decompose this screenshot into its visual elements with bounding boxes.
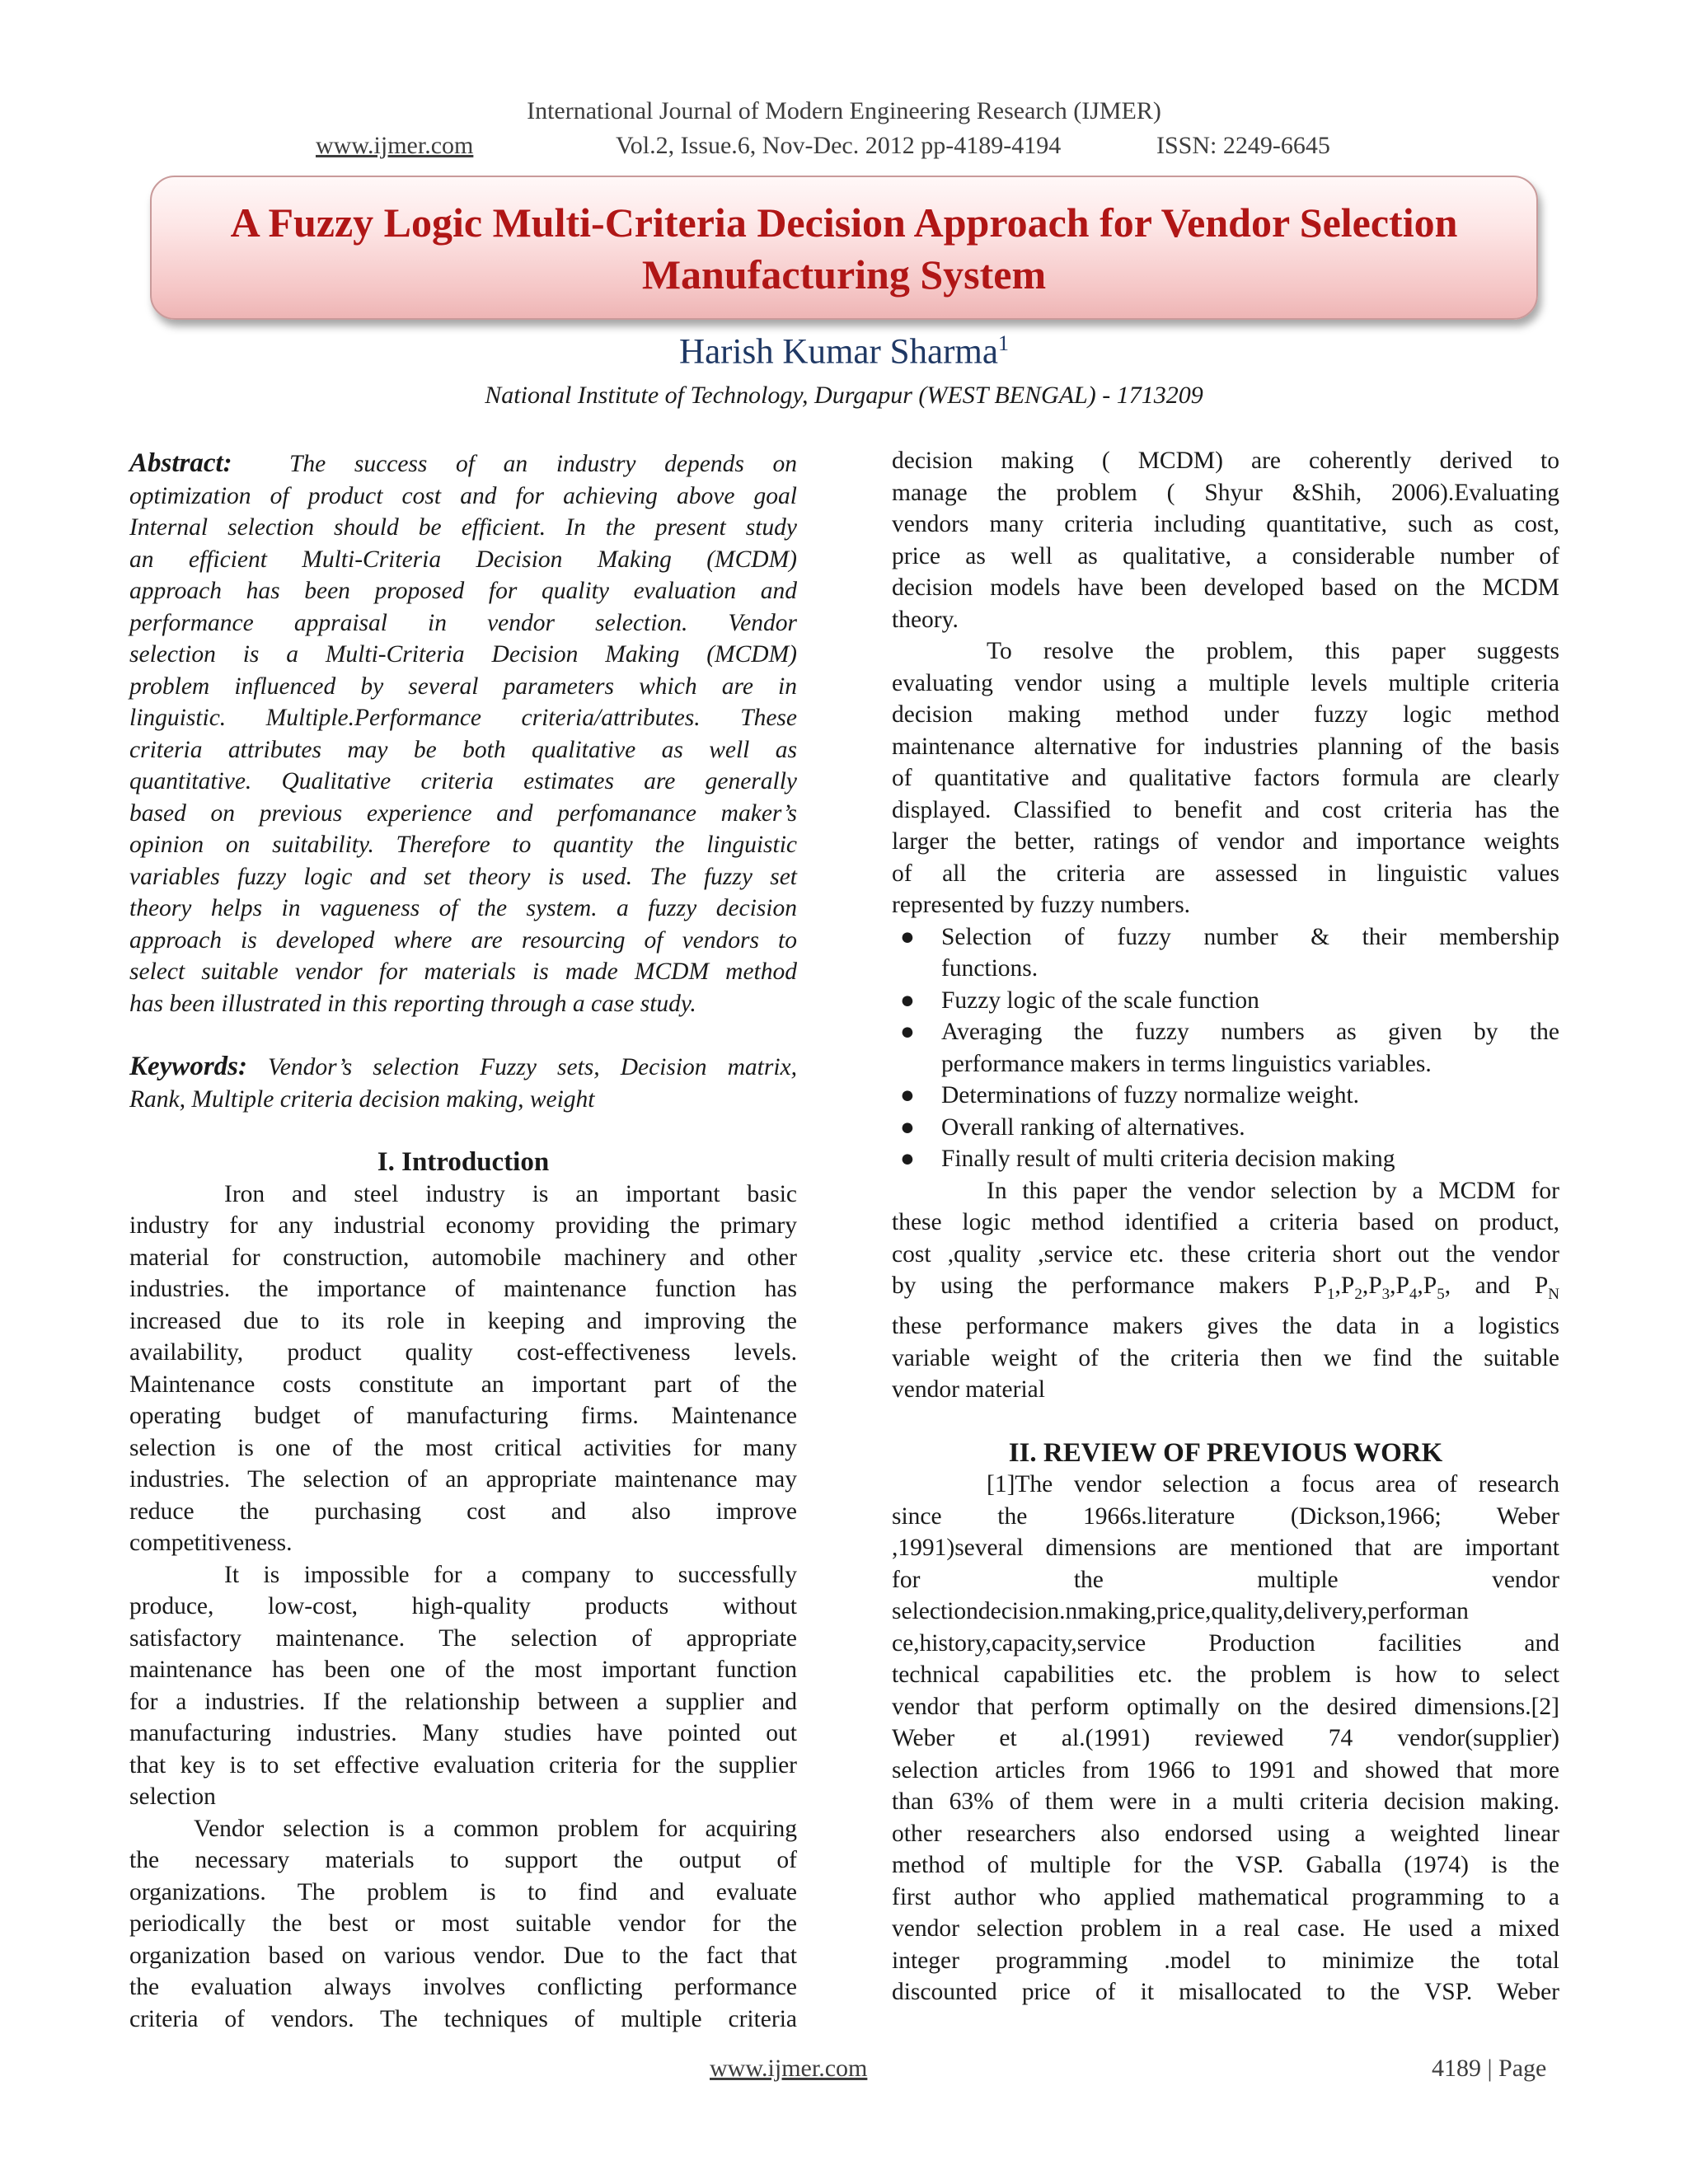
bullet-icon: ● (900, 923, 915, 950)
list-item: ● Determinations of fuzzy normalize weight. (892, 1080, 1559, 1112)
abstract-line: performance appraisal in vendor selection. Vendor (129, 609, 797, 636)
keywords: Keywords: Vendor’s selection Fuzzy sets, Decision matrix, Rank, Multiple criteria decision making, weight (129, 1051, 797, 1115)
abstract-line: Internal selection should be efficient. In the present study (129, 514, 797, 541)
section-heading-review: II. REVIEW OF PREVIOUS WORK (1008, 1437, 1443, 1468)
abstract-line: opinion on suitability. Therefore to quantity the linguistic (129, 832, 797, 858)
bullet-list (892, 921, 1559, 1175)
right-paragraph-3: In this paper the vendor selection by a MCDM for these logic method identified a criteria based on product, cost ,quality ,service etc. these criteria short out the vendor by using the performance makers $P_1,P_2,P_3,P_4,P_5$, and $P_N$ these performance makers gives the data in a logistics variable weight of the criteria then we find the suitable vendor material (892, 1177, 1559, 1404)
journal-url-link[interactable]: www.ijmer.com (316, 132, 474, 159)
right-column (892, 445, 1559, 2008)
journal-volume: Vol.2, Issue.6, Nov-Dec. 2012 pp-4189-4194 (616, 132, 1062, 159)
footer-url-link[interactable]: www.ijmer.com (710, 2055, 868, 2082)
abstract-line: optimization of product cost and for achieving above goal (129, 482, 797, 509)
affiliation: National Institute of Technology, Durgapur (WEST BENGAL) - 1713209 (485, 382, 1203, 409)
abstract-line: selection is a Multi-Criteria Decision Making (MCDM) (129, 641, 797, 668)
bullet-icon: ● (900, 1113, 915, 1141)
abstract-line: approach is developed where are resourcing of vendors to (129, 926, 797, 954)
review-paragraph: [1]The vendor selection a focus area of research since the 1966s.literature (Dickson,1966; Weber ,1991)several dimensions are mentioned that are important for the multiple vendor selectiondecision.nmaking,price,quality,delivery,performan ce,history,capacity,service Production facilities and technical capabilities etc. the problem is how to select vendor that perform optimally on the desired dimensions.[2] Weber et al.(1991) reviewed 74 vendor(supplier) selection articles from 1966 to 1991 and showed that more than 63% of them were in a multi criteria decision making. other researchers also endorsed using a weighted linear method of multiple for the VSP. Gaballa (1974) is the first author who applied mathematical programming to a vendor selection problem in a real case. He used a mixed integer programming .model to minimize the total discounted price of it misallocated to the VSP. Weber (892, 1471, 1559, 2006)
bullet-icon: ● (900, 1019, 915, 1045)
abstract-line: theory helps in vagueness of the system. a fuzzy decision (129, 895, 797, 921)
paper-title-line-2: Manufacturing System (641, 251, 1047, 298)
section-heading-introduction: I. Introduction (377, 1147, 550, 1177)
intro-paragraph-1: Iron and steel industry is an important basic industry for any industrial economy providing the primary material for construction, automobile machinery and other industries. the importance of maintenance function has increased due to its role in keeping and improving the availability, product quality cost-effectiveness levels. Maintenance costs constitute an important part of the operating budget of manufacturing firms. Maintenance selection is one of the most critical activities for many industries. The selection of an appropriate maintenance may reduce the purchasing cost and also improve competitiveness. (129, 1180, 797, 1556)
right-paragraph-2: To resolve the problem, this paper suggests evaluating vendor using a multiple levels multiple criteria decision making method under fuzzy logic method maintenance alternative for industries planning of the basis of quantitative and qualitative factors formula are clearly displayed. Classified to benefit and cost criteria has the larger the better, ratings of vendor and importance weights of all the criteria are assessed in linguistic values represented by fuzzy numbers. (892, 638, 1559, 918)
abstract: Abstract: The success of an industry depends on optimization of product cost and for achieving above goal Internal selection should be efficient. In the present study an efficient Multi-Criteria Decision Making (MCDM) approach has been proposed for quality evaluation and performance appraisal in vendor selection. Vendor selection is a Multi-Criteria Decision Making (MCDM) problem influenced by several parameters which are in linguistic. Multiple.Performance criteria/attributes. These criteria attributes may be both qualitative as well as quantitative. Qualitative criteria estimates are generally based on previous experience and perfomanance maker’s opinion on suitability. Therefore to quantity the linguistic variables fuzzy logic and set theory is used. The fuzzy set theory helps in vagueness of the system. a fuzzy decision approach is developed where are resourcing of vendors to select suitable vendor for materials is made MCDM method has been illustrated in this reporting through a case study. (129, 448, 797, 1019)
bullet-icon: ● (900, 1082, 915, 1108)
abstract-line: quantitative. Qualitative criteria estimates are generally (129, 768, 797, 794)
author-name: Harish Kumar Sharma (679, 332, 998, 372)
intro-paragraph-2: It is impossible for a company to successfully produce, low-cost, high-quality products without satisfactory maintenance. The selection of appropriate maintenance has been one of the most important function for a industries. If the relationship between a supplier and manufacturing industries. Many studies have pointed out that key is to set effective evaluation criteria for the supplier selection (129, 1561, 797, 1810)
abstract-line: linguistic. Multiple.Performance criteria/attributes. These (129, 705, 797, 731)
title-box (150, 176, 1538, 320)
list-item: ● Finally result of multi criteria decision making (892, 1143, 1559, 1175)
list-item: ● Averaging the fuzzy numbers as given by the performance makers in terms linguistics variables. (892, 1016, 1559, 1080)
list-item: ● Fuzzy logic of the scale function (892, 985, 1559, 1017)
abstract-line: an efficient Multi-Criteria Decision Making (MCDM) (129, 546, 797, 573)
author-affiliation-mark: 1 (997, 331, 1009, 355)
list-item: ● Selection of fuzzy number & their membership functions. (892, 921, 1559, 985)
author (0, 331, 1688, 372)
abstract-line: problem influenced by several parameters which are in (129, 673, 797, 700)
abstract-line: select suitable vendor for materials is made MCDM method (129, 958, 797, 985)
left-column (129, 448, 797, 2035)
abstract-label: Abstract: (129, 448, 232, 478)
paper-title-line-1: A Fuzzy Logic Multi-Criteria Decision Approach for Vendor Selection (230, 199, 1458, 246)
abstract-line: approach has been proposed for quality evaluation and (129, 578, 797, 604)
abstract-line: based on previous experience and perfomanance maker’s (129, 799, 797, 827)
abstract-line: variables fuzzy logic and set theory is used. The fuzzy set (129, 863, 797, 890)
journal-name: International Journal of Modern Engineering Research (IJMER) (527, 97, 1161, 124)
abstract-line: criteria attributes may be both qualitative as well as (129, 736, 797, 763)
bullet-icon: ● (900, 1146, 915, 1172)
abstract-line: has been illustrated in this reporting through a case study. (129, 990, 696, 1017)
right-paragraph-1: decision making ( MCDM) are coherently derived to manage the problem ( Shyur &Shih, 2006).Evaluating vendors many criteria including quantitative, such as cost, price as well as qualitative, a considerable number of decision models have been developed based on the MCDM theory. (892, 448, 1559, 633)
bullet-icon: ● (900, 987, 915, 1014)
keywords-line: Rank, Multiple criteria decision making, weight (129, 1085, 595, 1113)
journal-issn: ISSN: 2249-6645 (1156, 132, 1330, 159)
list-item: ● Overall ranking of alternatives. (892, 1112, 1559, 1144)
intro-paragraph-3: Vendor selection is a common problem for acquiring the necessary materials to support the output of organizations. The problem is to find and evaluate periodically the best or most suitable vendor for the organization based on various vendor. Due to the fact that the evaluation always involves conflicting performance criteria of vendors. The techniques of multiple criteria (129, 1815, 797, 2032)
page-number: 4189 | Page (1432, 2055, 1547, 2082)
keywords-label: Keywords: (129, 1052, 247, 1081)
